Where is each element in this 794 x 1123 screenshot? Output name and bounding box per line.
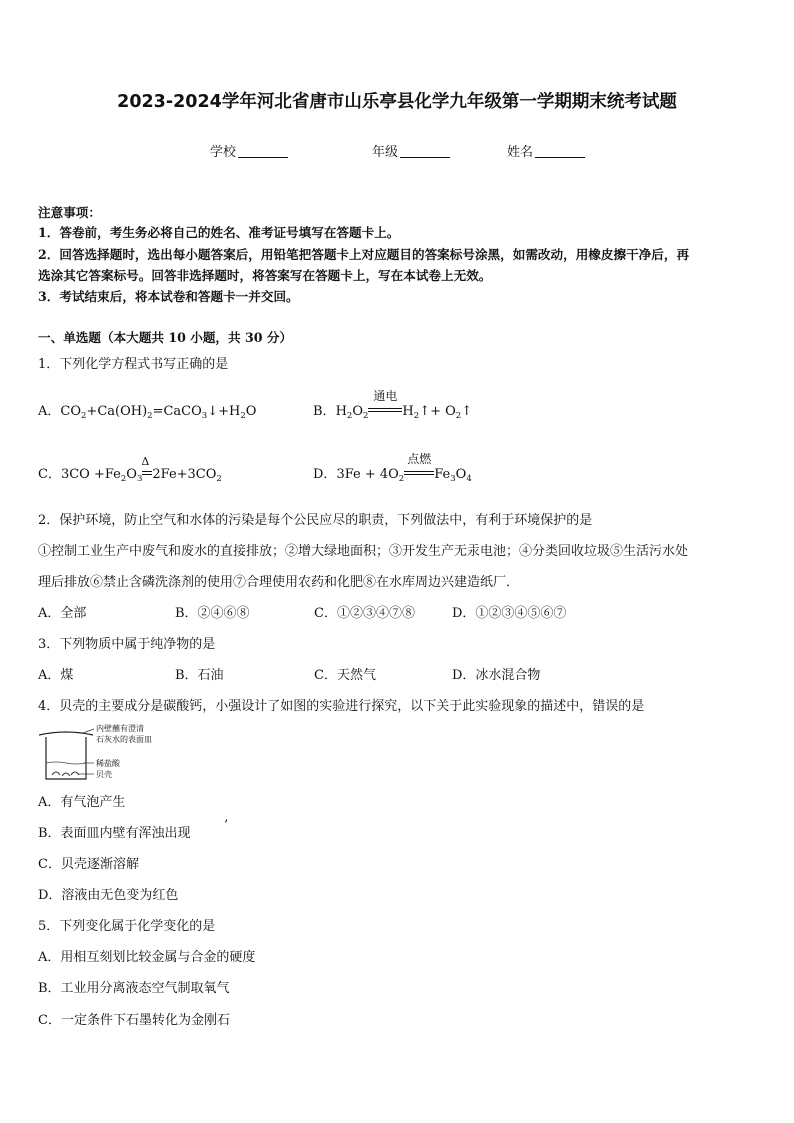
q3-option-c[interactable]: C．天然气 [314,668,376,683]
figure-label-3: 稀盐酸 [96,759,120,768]
q5-stem: 5．下列变化属于化学变化的是 [38,919,216,934]
experiment-figure [38,723,168,785]
note-2a: 2．回答选择题时，选出每小题答案后，用铅笔把答题卡上对应题目的答案标号涂黑，如需改动，用橡皮擦干净后，再 [38,247,690,262]
q3-option-a[interactable]: A．煤 [38,668,74,683]
notes-heading: 注意事项： [38,205,101,220]
q1-b-condition: 通电 [373,389,398,403]
grade-label: 年级 [372,145,399,160]
q4-stray-mark: ’ [224,818,229,833]
school-field [210,141,288,160]
q2-line1: ①控制工业生产中废气和废水的直接排放；②增大绿地面积；③开发生产无汞电池；④分类回收垃圾⑤生活污水处 [38,544,689,559]
q3-option-d[interactable]: D．冰水混合物 [452,668,541,683]
figure-label-4: 贝壳 [96,770,112,779]
q4-option-c[interactable]: C．贝壳逐渐溶解 [38,857,139,872]
q3-stem: 3．下列物质中属于纯净物的是 [38,637,216,652]
q1-d-condition: 点燃 [407,452,432,466]
name-blank[interactable] [535,145,585,158]
page-title: 2023-2024学年河北省唐市山乐亭县化学九年级第一学期期末统考试题 [117,92,677,112]
q5-option-a[interactable]: A．用相互刻划比较金属与合金的硬度 [38,950,256,965]
q2-line2: 理后排放⑥禁止含磷洗涤剂的使用⑦合理使用农药和化肥⑧在水库周边兴建造纸厂． [38,575,520,590]
q2-option-c[interactable]: C．①②③④⑦⑧ [314,606,415,621]
q3-option-b[interactable]: B．石油 [175,668,224,683]
grade-field [372,141,450,160]
note-1: 1．答卷前，考生务必将自己的姓名、准考证号填写在答题卡上。 [38,225,400,240]
grade-blank[interactable] [400,145,450,158]
q2-option-a[interactable]: A．全部 [38,606,87,621]
school-blank[interactable] [238,145,288,158]
note-3: 3．考试结束后，将本试卷和答题卡一并交回。 [38,289,299,304]
figure-label-2: 石灰水的表面皿 [96,735,152,744]
q4-option-a[interactable]: A．有气泡产生 [38,795,126,810]
section-heading: 一、单选题（本大题共 10 小题，共 30 分） [38,330,293,345]
q1-c-condition: Δ [141,455,150,468]
q2-stem: 2．保护环境，防止空气和水体的污染是每个公民应尽的职责，下列做法中，有利于环境保护的是 [38,513,593,528]
q2-option-b[interactable]: B．②④⑥⑧ [175,606,250,621]
figure-label-1: 内壁蘸有澄清 [96,724,144,733]
q2-option-d[interactable]: D．①②③④⑤⑥⑦ [452,606,567,621]
q5-option-b[interactable]: B．工业用分离液态空气制取氧气 [38,981,230,996]
q1-stem: 1．下列化学方程式书写正确的是 [38,357,229,372]
school-label: 学校 [210,145,237,160]
q1-option-b[interactable]: B．$H_2O_2$ 通电 $H_2↑+$ $O_2↑$ [313,389,473,421]
q1-option-d[interactable]: D．$3Fe + 4O_2$ 点燃 $Fe_3O_4$ [313,452,472,484]
q4-option-d[interactable]: D．溶液由无色变为红色 [38,888,179,903]
q4-option-b[interactable]: B．表面皿内壁有浑浊出现 [38,826,191,841]
q1-option-c[interactable]: C．$3CO +Fe_2O_3$ Δ $2Fe+3CO_2$ [38,455,222,484]
q5-option-c[interactable]: C．一定条件下石墨转化为金刚石 [38,1013,230,1028]
name-field [507,141,585,160]
q1-option-a[interactable]: A．$CO_2+Ca(OH)_2=CaCO_3↓+H_2O$ [38,404,257,421]
q4-stem: 4．贝壳的主要成分是碳酸钙，小强设计了如图的实验进行探究，以下关于此实验现象的描述中，错误的是 [38,699,645,714]
note-2b: 选涂其它答案标号。回答非选择题时，将答案写在答题卡上，写在本试卷上无效。 [38,268,492,283]
name-label: 姓名 [507,145,534,160]
